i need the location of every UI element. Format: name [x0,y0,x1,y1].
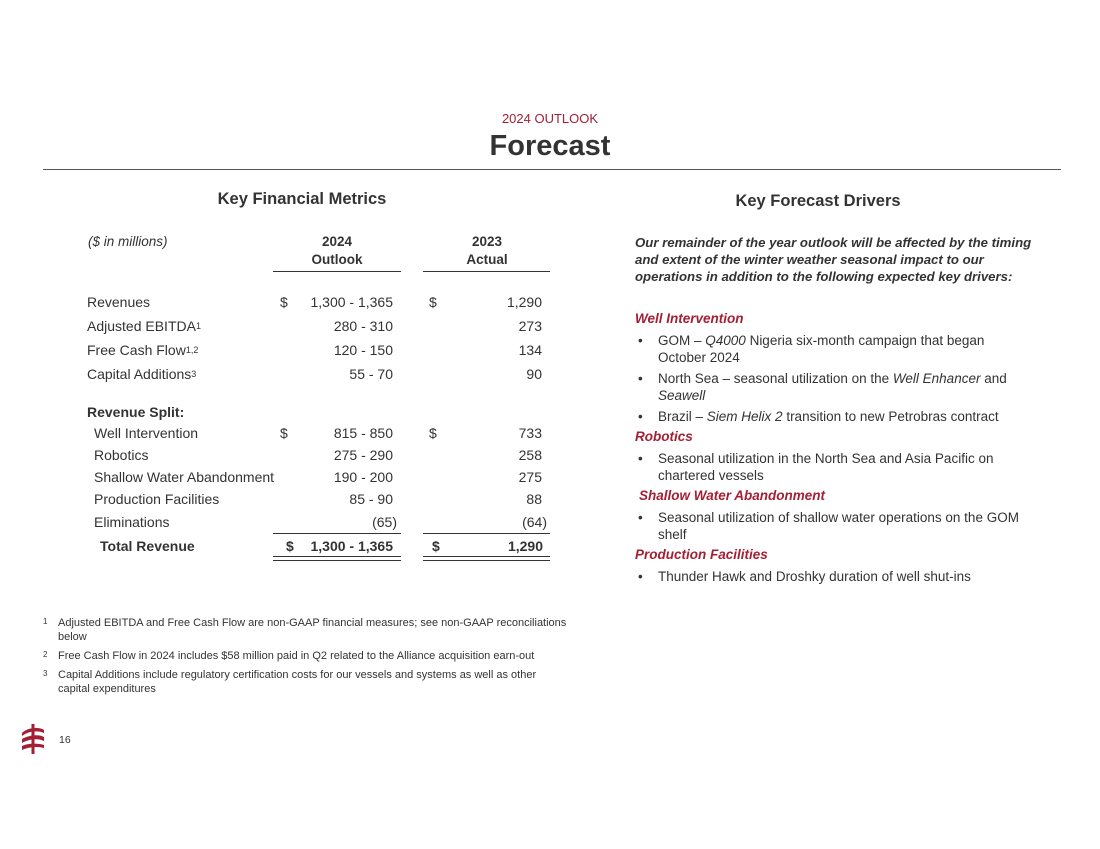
currency-2023: $ [429,425,437,441]
list-item [638,408,1033,425]
bullet-text: Seasonal utilization in the North Sea and Asia Pacific on chartered vessels [658,451,994,483]
table-row-revenues [87,294,557,314]
bullet-icon: • [638,333,643,348]
table-row-total-revenue [87,538,557,558]
row-label: Free Cash Flow$^{1,2}$ [87,342,199,358]
subtotal-line-2024 [273,533,401,534]
value-2024: 280 - 310 [333,318,393,334]
table-row-well-intervention [87,425,557,445]
table-row-robotics [87,447,557,467]
bullet-icon: • [638,569,643,584]
table-row-free-cash-flow [87,342,557,362]
value-2023: 733 [518,425,542,441]
value-2024: 55 - 70 [349,366,393,382]
footnote-ref: 1 [195,321,201,331]
list-item [638,568,1033,585]
bullet-text: Brazil – Siem Helix 2 transition to new Petrobras contract [658,409,999,424]
col-2024-year: 2024 [321,234,353,249]
footnote-2 [43,650,573,664]
col-2024-header [272,234,402,267]
currency-2023: $ [429,294,437,310]
value-2024: 275 - 290 [333,447,393,463]
footnote-text: Adjusted EBITDA and Free Cash Flow are non-GAAP financial measures; see non-GAAP reconciliations below [58,617,567,643]
bullet-icon: • [638,371,643,386]
helix-logo-icon [20,724,46,754]
value-2024: 190 - 200 [333,469,393,485]
driver-heading-shallow-water-abandonment: Shallow Water Abandonment [639,488,826,503]
unit-label: ($ in millions) [88,234,168,249]
page-title: Forecast [489,130,611,162]
col-2023-label: Actual [466,252,508,267]
bullet-text: North Sea – seasonal utilization on the Well Enhancer and Seawell [658,371,1007,403]
value-2024: (65) [372,514,397,530]
list-item [638,370,1033,404]
revenue-split-label: Revenue Split: [87,404,185,420]
row-label: Capital Additions$^3$ [87,366,197,382]
revenue-split-heading [87,404,557,424]
drivers-intro: Our remainder of the year outlook will be affected by the timing and extent of the winter weather seasonal impact to our operations in addition to the following expected key drivers: [635,235,1032,284]
total-double-underline-2024 [273,556,401,561]
row-label: Robotics [94,447,149,463]
value-2024: 85 - 90 [349,491,393,507]
col-2024-label: Outlook [311,252,363,267]
col-2023-year: 2023 [471,234,503,249]
value-2023: 275 [518,469,542,485]
footnote-ref: 1,2 [185,345,199,355]
row-label: Adjusted EBITDA$^1$ [87,318,201,334]
currency-2024: $ [286,538,294,554]
value-2024: 120 - 150 [333,342,393,358]
bullet-text: GOM – Q4000 Nigeria six-month campaign that began October 2024 [658,333,985,365]
value-2023: 258 [518,447,542,463]
section-eyebrow: 2024 OUTLOOK [501,111,599,126]
value-2023: 134 [518,342,542,358]
footnote-text: Free Cash Flow in 2024 includes $58 million paid in Q2 related to the Alliance acquisition earn-out [58,650,535,662]
list-item [638,332,1033,366]
footnote-number: 1 [43,617,48,626]
value-2024: 1,300 - 1,365 [310,538,393,554]
col-2023-header [422,234,552,267]
row-label: Total Revenue [100,538,195,554]
bullet-text: Thunder Hawk and Droshky duration of well shut-ins [658,569,971,584]
footnote-ref: 3 [191,369,197,379]
value-2023: 1,290 [506,294,542,310]
bullet-icon: • [638,451,643,466]
list-item [638,450,1033,484]
value-2024: 1,300 - 1,365 [310,294,393,310]
bullet-text: Seasonal utilization of shallow water operations on the GOM shelf [658,510,1019,542]
table-row-eliminations [87,514,557,534]
list-item [638,509,1033,543]
bullet-icon: • [638,409,643,424]
subtotal-line-2023 [423,533,550,534]
value-2024: 815 - 850 [333,425,393,441]
currency-2024: $ [280,425,288,441]
table-row-shallow-water-abandonment [87,469,557,489]
drivers-heading: Key Forecast Drivers [735,192,901,210]
footnote-3 [43,669,573,697]
row-label: Well Intervention [94,425,199,441]
driver-heading-production-facilities: Production Facilities [635,547,768,562]
footnote-text: Capital Additions include regulatory certification costs for our vessels and systems as well as other capital expenditures [58,669,537,695]
value-2023: 273 [518,318,542,334]
footnote-number: 3 [43,669,48,678]
metrics-heading: Key Financial Metrics [217,190,387,208]
row-label: Revenues [87,294,151,310]
currency-2023: $ [432,538,440,554]
total-double-underline-2023 [423,556,550,561]
value-2023: (64) [522,514,547,530]
driver-heading-robotics: Robotics [635,429,693,444]
page-number: 16 [59,734,71,746]
table-row-production-facilities [87,491,557,511]
row-label: Eliminations [94,514,170,530]
title-divider [43,169,1061,170]
driver-heading-well-intervention: Well Intervention [635,311,744,326]
value-2023: 88 [526,491,542,507]
row-label: Production Facilities [94,491,220,507]
currency-2024: $ [280,294,288,310]
row-label: Shallow Water Abandonment [94,469,275,485]
footnote-1 [43,617,573,645]
footnote-number: 2 [43,650,48,659]
table-row-adjusted-ebitda [87,318,557,338]
bullet-icon: • [638,510,643,525]
table-row-capital-additions [87,366,557,386]
col-2023-underline [423,271,550,272]
value-2023: 1,290 [507,538,543,554]
col-2024-underline [273,271,401,272]
value-2023: 90 [526,366,542,382]
